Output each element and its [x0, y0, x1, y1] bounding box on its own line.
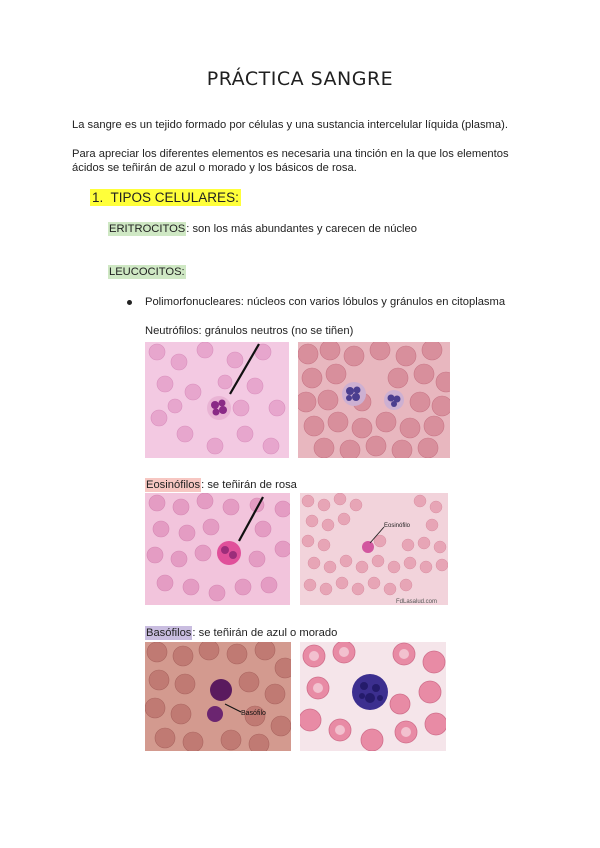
- neutrofilos-caption: Neutrófilos: gránulos neutros (no se tiñen): [145, 325, 354, 337]
- polimorfonucleares-bullet: Polimorfonucleares: núcleos con varios lóbulos y gránulos en citoplasma: [145, 296, 506, 308]
- eosinofilos-term: Eosinófilos: [146, 479, 201, 491]
- eosinofilos-caption: [145, 479, 297, 491]
- section-number: 1.: [92, 190, 104, 205]
- neutrofilo-image-1: [145, 342, 289, 458]
- eosinofilo-image-2: [300, 493, 448, 605]
- bullet-dot: [127, 300, 132, 305]
- staining-paragraph-line1: Para apreciar los diferentes elementos es necesaria una tinción en la que los elementos: [72, 148, 509, 160]
- eritrocitos-term: ERITROCITOS: [109, 223, 186, 235]
- neutrofilo-image-2: [298, 342, 450, 458]
- page-title: PRÁCTICA SANGRE: [206, 68, 394, 90]
- eosinofilo-image-label: Eosinófilo: [384, 523, 411, 529]
- basofilo-image-2: [300, 642, 446, 751]
- basofilos-caption: [145, 627, 337, 639]
- basofilo-image-1: [145, 642, 291, 751]
- basofilo-image-label: Basófilo: [241, 710, 266, 717]
- image-watermark: FdLasalud.com: [396, 599, 438, 605]
- eosinofilos-desc: : se teñirán de rosa: [201, 479, 297, 491]
- eosinofilo-image-1: [145, 493, 290, 605]
- section-label: TIPOS CELULARES:: [110, 190, 239, 205]
- section-heading: [90, 190, 241, 205]
- eritrocitos-desc: : son los más abundantes y carecen de núcleo: [186, 223, 417, 235]
- basofilos-desc: : se teñirán de azul o morado: [192, 627, 338, 639]
- basofilos-term: Basófilos: [146, 627, 192, 639]
- eritrocitos-line: [108, 223, 417, 235]
- intro-paragraph: La sangre es un tejido formado por células y una sustancia intercelular líquida (plasma).: [72, 119, 508, 131]
- leucocitos-heading: [108, 266, 186, 278]
- leucocitos-term: LEUCOCITOS:: [109, 266, 185, 278]
- staining-paragraph-line2: ácidos se teñirán de azul o morado y los básicos de rosa.: [72, 162, 357, 174]
